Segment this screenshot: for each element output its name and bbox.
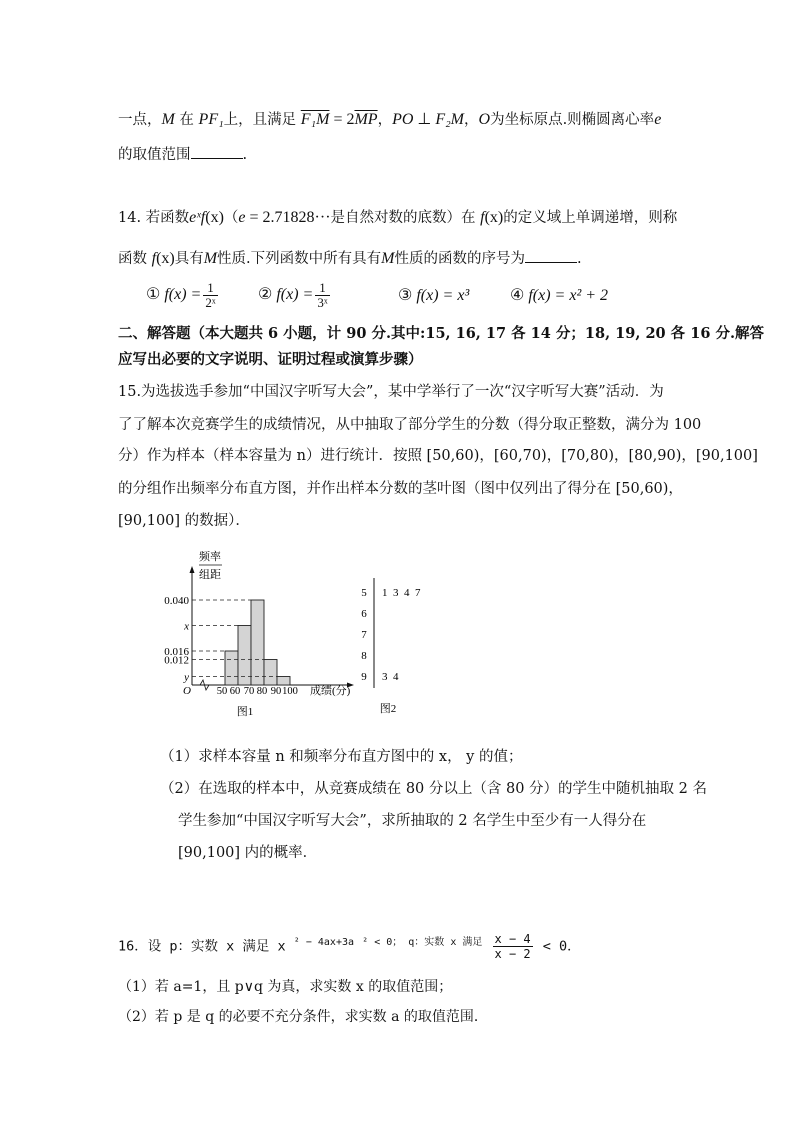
q13-run: 为坐标原点.则椭圆离心率: [490, 112, 655, 128]
q14-option-4: [510, 285, 608, 305]
option-expression: f(x) = x² + 2: [528, 287, 609, 304]
q15-sub2-line: 学生参加“中国汉字听写大会”，求所抽取的 2 名学生中至少有一人得分在: [178, 813, 647, 829]
x-tick-label: 50: [216, 686, 228, 697]
histogram-bar: [238, 626, 251, 686]
option-number: ①: [146, 286, 165, 304]
y-tick-label: y: [184, 671, 189, 684]
fraction-numerator: 1: [315, 281, 329, 296]
option-expression: f(x) =: [164, 286, 202, 304]
y-label-top: 频率: [199, 551, 221, 563]
histogram-bar: [251, 600, 264, 685]
q14-run: 性质.下列函数中所有具有: [217, 251, 382, 267]
option-number: ③: [398, 287, 417, 304]
bars-group: [225, 600, 290, 685]
q14-run: f: [480, 209, 485, 226]
figure2-caption: 图2: [379, 703, 397, 715]
y-axis-arrow: [190, 566, 195, 573]
q15-line: 了了解本次竞赛学生的成绩情况，从中抽取了部分学生的分数（得分取正整数，满分为 100: [118, 417, 702, 433]
fraction-numerator: 1: [203, 281, 217, 296]
section-header-line2: 应写出必要的文字说明、证明过程或演算步骤）: [118, 351, 423, 368]
stem-value: 5: [361, 587, 367, 599]
q14-run: f: [151, 250, 157, 267]
q14-run: = 2.71828···: [245, 209, 331, 226]
origin-label: O: [183, 685, 191, 697]
q14-run: 具有: [174, 251, 204, 267]
q14-run: 14. 若函数: [118, 210, 190, 226]
y-tick-label: x: [184, 620, 189, 633]
q13-run: PO: [392, 111, 414, 128]
q14-run: （: [223, 210, 239, 226]
q14-run: e: [189, 209, 197, 226]
stem-value: 6: [361, 608, 367, 620]
q15-line: [90,100] 的数据）．: [118, 513, 250, 529]
q14-option-1: [146, 281, 220, 310]
q14-run: e: [238, 209, 246, 226]
q13-run: M: [161, 111, 175, 128]
q13-run: F₂M: [435, 111, 465, 128]
q13-run: ⊥: [413, 111, 436, 128]
y-label-bottom: 组距: [199, 569, 221, 581]
q15-line: 15.为选拔选手参加“中国汉字听写大会”，某中学举行了一次“汉字听写大赛”活动．为: [118, 384, 664, 400]
option-number: ②: [258, 286, 277, 304]
q13-run: ，: [464, 112, 479, 128]
q13-line2: 的取值范围 .: [118, 147, 248, 163]
q15-sub2-line: （2）在选取的样本中，从竞赛成绩在 80 分以上（含 80 分）的学生中随机抽取 2 名: [160, 781, 708, 797]
stem-value: 9: [361, 671, 367, 683]
x-tick-label: 60: [229, 686, 241, 697]
x-tick-label: 80: [256, 686, 268, 697]
y-tick-label: 0.040: [164, 595, 189, 607]
q14-run: (x): [156, 250, 175, 267]
y-tick-label: 0.016: [164, 646, 189, 658]
q13-run: 一点，: [118, 112, 162, 128]
q16-sub2: （2）若 p 是 q 的必要不充分条件，求实数 a 的取值范围．: [118, 1009, 488, 1025]
option-fraction: [203, 281, 217, 310]
stem-leaf-figure: [356, 578, 466, 718]
q14-run: 函数: [118, 251, 152, 267]
q13-run: 上，且满足: [223, 112, 301, 128]
q13-run: $\overline{MP}$: [354, 111, 378, 128]
q13-run: = 2: [329, 111, 355, 128]
option-fraction: [315, 281, 329, 310]
y-tick-label: 0.012: [164, 654, 189, 667]
q13-run: 在: [174, 112, 199, 128]
fraction-denominator: 3ˣ: [317, 295, 328, 310]
x-tick-label: 70: [243, 686, 255, 697]
histogram-bar: [277, 677, 290, 686]
q14-option-2: [258, 281, 332, 310]
x-tick-label: 90: [270, 686, 282, 697]
answer-blank: [525, 250, 577, 263]
q15-sub1: （1）求样本容量 n 和频率分布直方图中的 x， y 的值；: [160, 749, 523, 765]
q14-line2: 函数 f(x)具有M性质.下列函数中所有具有M性质的函数的序号为 .: [118, 250, 582, 267]
q16-fraction: $\frac{x - 4}{x - 2}$: [494, 932, 531, 961]
fraction-denominator: 2ˣ: [205, 295, 216, 310]
answer-blank: [191, 146, 243, 159]
section-header: 二、解答题（本大题共 6 小题，计 90 分.其中:15, 16, 17 各 14 分；18, 19, 20 各 16 分.解答: [118, 325, 765, 342]
x-ticks-group: [217, 686, 298, 697]
x-tick-label: 100: [282, 686, 298, 697]
q16-sub1: （1）若 a=1，且 p∨q 为真，求实数 x 的取值范围；: [118, 979, 453, 995]
q14-run: 性质的函数的序号为: [394, 251, 525, 267]
q13-line1: [118, 108, 661, 129]
q14-run: M: [381, 250, 395, 267]
option-expression: f(x) =: [276, 286, 314, 304]
q15-line: 的分组作出频率分布直方图，并作出样本分数的茎叶图（图中仅列出了得分在 [50,60)，: [118, 481, 683, 497]
q14-run: ˣ: [196, 209, 201, 226]
q15-line: 分）作为样本（样本容量为 n）进行统计．按照 [50,60)，[60,70)，[70,80)，[80,90)，[90,100]: [118, 448, 758, 464]
q14-run: (x): [205, 209, 224, 226]
histogram-figure: [160, 548, 360, 720]
figure1-caption: 图1: [236, 706, 254, 718]
q14-line1: [118, 206, 677, 227]
x-axis-label: 成绩(分): [310, 685, 351, 697]
q16-line1: 16．设 p：实数 x 满足 x $^{^2 - 4ax+3a}$ $^{^2 < 0; q:实数 x 满足}$ $\frac{x - 4}{x - 2}$ < 0．: [118, 932, 581, 961]
q13-run: O: [478, 111, 491, 128]
stem-rows: [361, 587, 421, 683]
q13-run: ₁: [218, 111, 224, 128]
stem-value: 7: [361, 629, 367, 641]
leaf-values: 1 3 4 7: [382, 587, 421, 599]
q14-run: 的定义域上单调递增，则称: [503, 210, 678, 226]
q14-run: 是自然对数的底数）在: [330, 210, 481, 226]
q13-run: ，: [377, 112, 393, 128]
histogram-bar: [225, 651, 238, 685]
q14-run: f: [200, 209, 206, 226]
option-expression: f(x) = x³: [416, 287, 470, 304]
leaf-values: 3 4: [382, 671, 399, 683]
q14-run: M: [203, 250, 218, 267]
q15-sub2-line: [90,100] 内的概率．: [178, 845, 318, 861]
stem-value: 8: [361, 650, 367, 662]
q14-option-3: [398, 285, 469, 305]
q13-run: PF: [198, 111, 219, 128]
q14-run: (x): [484, 209, 504, 226]
histogram-bar: [264, 660, 277, 686]
option-number: ④: [510, 287, 529, 304]
q13-run: e: [654, 111, 662, 128]
q13-run: F₁M: [300, 111, 330, 128]
